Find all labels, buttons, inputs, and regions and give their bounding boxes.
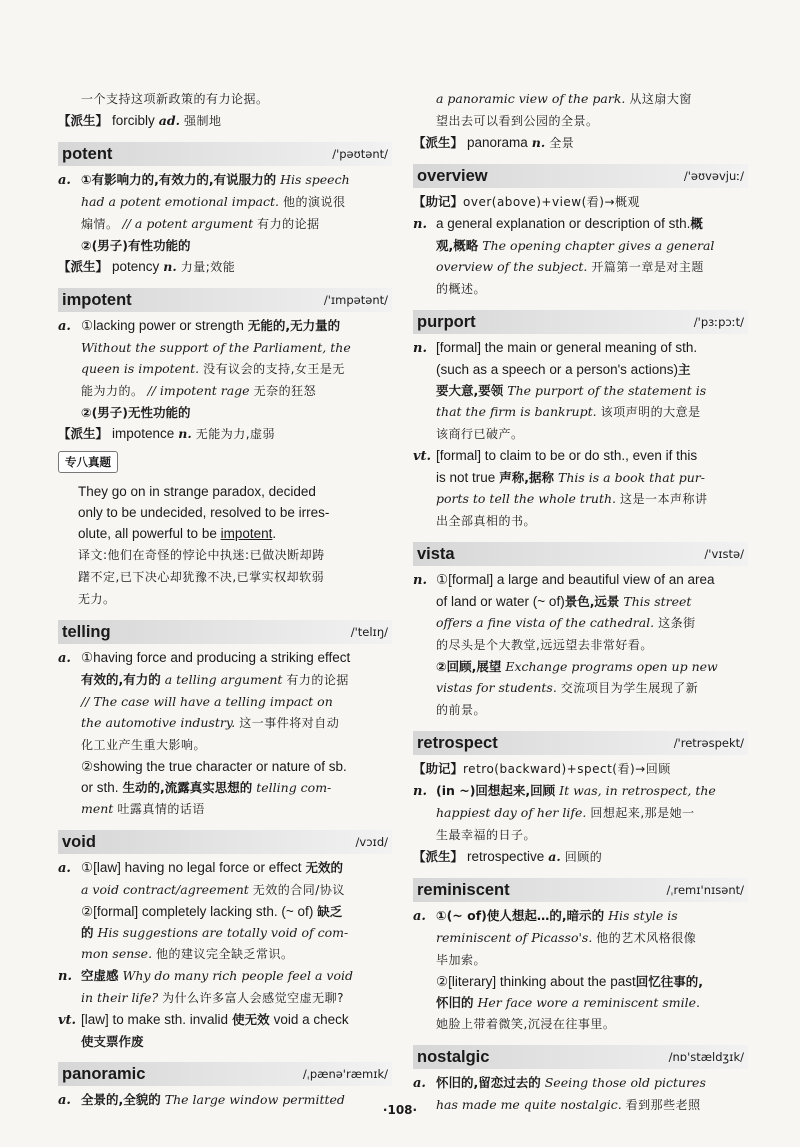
example-line: is not true 声称,据称 This is a book that pur- (436, 470, 705, 485)
phonetic: /nɒ'stældʒɪk/ (668, 1050, 744, 1064)
phonetic: /vɔɪd/ (355, 835, 388, 849)
entry-header-retrospect (413, 731, 748, 755)
phonetic: /'əʊvəvjuː/ (683, 169, 744, 183)
example-line: reminiscent of Picasso's. 他的艺术风格很像 (436, 930, 697, 945)
example-line: 怀旧的 Her face wore a reminiscent smile. (436, 995, 700, 1010)
sense-line: a. ①[law] having no legal force or effect 无效的 (58, 860, 343, 876)
example-line: 能为力的。 // impotent rage 无奈的狂怒 (81, 383, 317, 398)
example-line: 观,概略 The opening chapter gives a general (436, 238, 715, 253)
sense-line: of land or water (~ of)景色,远景 This street (436, 594, 692, 609)
sense-line: or sth. 生动的,流露真实思想的 telling com- (81, 780, 332, 795)
example-line: 的概述。 (436, 282, 487, 296)
phonetic: /'pɜːpɔːt/ (693, 315, 744, 329)
example-line: the automotive industry. 这一事件将对自动 (81, 715, 340, 730)
example-line: offers a fine vista of the cathedral. 这条街 (436, 615, 696, 630)
example-line: in their life? 为什么许多富人会感觉空虚无聊? (81, 990, 345, 1005)
entry-header-void (58, 830, 392, 854)
derivative-line: 【派生】 impotence n. 无能为力,虚弱 (58, 426, 276, 441)
sense-line: vt. [formal] to claim to be or do sth., even if this (413, 448, 698, 464)
sense-line: n. a general explanation or description of sth.概 (413, 216, 703, 232)
headword: vista (417, 544, 455, 563)
sense-line: a. ①有影响力的,有效力的,有说服力的 His speech (58, 172, 350, 188)
continued-line: 一个支持这项新政策的有力论据。 (81, 92, 269, 106)
translation-line: 躇不定,已下决心却犹豫不决,已掌实权却软弱 (78, 570, 325, 584)
example-line: // The case will have a telling impact on (81, 694, 333, 709)
exam-badge: 专八真题 (58, 451, 118, 473)
entry-header-overview (413, 164, 748, 188)
sense-line: n. 空虚感 Why do many rich people feel a void (58, 968, 354, 984)
sense-line: n. ①[formal] a large and beautiful view of an area (413, 572, 715, 588)
entry-header-potent (58, 142, 392, 166)
sense-line: vt. [law] to make sth. invalid 使无效 void a check (58, 1012, 349, 1028)
derivative-line: 【派生】 retrospective a. 回顾的 (413, 849, 603, 864)
example-line: ports to tell the whole truth. 这是一本声称讲 (436, 491, 708, 506)
example-line: had a potent emotional impact. 他的演说很 (81, 194, 346, 209)
mnemonic-line: 【助记】over(above)+view(看)→概观 (413, 194, 641, 209)
phonetic: /'pəʊtənt/ (332, 147, 388, 161)
highlighted-word: impotent (220, 526, 273, 541)
phonetic: /ˌremɪ'nɪsənt/ (666, 883, 744, 897)
entry-header-impotent (58, 288, 392, 312)
headword: reminiscent (417, 880, 510, 899)
example-line: ment 吐露真情的话语 (81, 801, 205, 816)
translation-line: 无力。 (78, 592, 116, 606)
example-line: 的前景。 (436, 703, 487, 717)
example-line: 望出去可以看到公园的全景。 (436, 114, 599, 128)
sense-line: a. ①lacking power or strength 无能的,无力量的 (58, 318, 341, 334)
derivative-line: 【派生】 forcibly ad. 强制地 (58, 113, 222, 128)
phonetic: /'retrəspekt/ (673, 736, 744, 750)
headword: purport (417, 312, 476, 331)
headword: potent (62, 144, 113, 163)
example-line: 要大意,要领 The purport of the statement is (436, 383, 707, 398)
entry-header-panoramic (58, 1062, 392, 1086)
phonetic: /'vɪstə/ (704, 547, 744, 561)
example-line: 化工业产生重大影响。 (81, 738, 207, 752)
phonetic: /ˌpænə'ræmɪk/ (302, 1067, 388, 1081)
example-line: has made me quite nostalgic. 看到那些老照 (436, 1097, 701, 1112)
entry-header-vista (413, 542, 748, 566)
headword: nostalgic (417, 1047, 490, 1066)
translation-line: 译文:他们在奇怪的悖论中执迷:已做决断却踌 (78, 548, 325, 562)
sense-line: ②(男子)有性功能的 (81, 238, 191, 253)
example-line: 的尽头是个大教堂,远远望去非常好看。 (436, 638, 653, 652)
entry-header-reminiscent (413, 878, 748, 902)
example-line: 她脸上带着微笑,沉浸在往事里。 (436, 1017, 616, 1031)
example-line: 煽情。 // a potent argument 有力的论据 (81, 216, 320, 231)
page-number: ·108· (382, 1103, 418, 1117)
sense-line: a. ①having force and producing a striking effect (58, 650, 351, 666)
sense-line: n. [formal] the main or general meaning of sth. (413, 340, 698, 356)
example-line: a void contract/agreement 无效的合同/协议 (81, 882, 345, 897)
example-line: mon sense. 他的建议完全缺乏常识。 (81, 946, 294, 961)
phonetic: /'ɪmpətənt/ (323, 293, 388, 307)
derivative-line: 【派生】 panorama n. 全景 (413, 135, 575, 150)
example-line: a panoramic view of the park. 从这扇大窗 (436, 91, 692, 106)
exam-quote: They go on in strange paradox, decided only to be undecided, resolved to be irres- olute, all powerful to be impotent. 译文:他们在奇怪的悖论中执迷:已做决断却踌 躇不定,已下决心却犹豫不决,已掌实权却软弱 无力。 (58, 481, 392, 610)
entry-header-nostalgic (413, 1045, 748, 1069)
entry-header-purport (413, 310, 748, 334)
entry-header-telling (58, 620, 392, 644)
example-line: queen is impotent. 没有议会的支持,女王是无 (81, 361, 345, 376)
left-column (58, 88, 392, 1111)
example-line: 有效的,有力的 a telling argument 有力的论据 (81, 672, 349, 687)
example-line: 该商行已破产。 (436, 427, 524, 441)
sense-line: ②[literary] thinking about the past回忆往事的, (436, 974, 703, 989)
mnemonic-line: 【助记】retro(backward)+spect(看)→回顾 (413, 761, 671, 776)
headword: retrospect (417, 733, 498, 752)
sense-line: a. 怀旧的,留恋过去的 Seeing those old pictures (413, 1075, 706, 1091)
sense-line: ②回顾,展望 Exchange programs open up new (436, 659, 718, 674)
example-line: vistas for students. 交流项目为学生展现了新 (436, 680, 699, 695)
sense-line: a. 全景的,全貌的 The large window permitted (58, 1092, 345, 1108)
sense-line: 使支票作废 (81, 1034, 144, 1049)
headword: void (62, 832, 96, 851)
sense-line: ②(男子)无性功能的 (81, 405, 191, 420)
example-line: 毕加索。 (436, 953, 487, 967)
example-line: 的 His suggestions are totally void of com- (81, 925, 349, 940)
headword: impotent (62, 290, 132, 309)
sense-line: n. (in ~)回想起来,回顾 It was, in retrospect, the (413, 783, 716, 799)
example-line: overview of the subject. 开篇第一章是对主题 (436, 259, 704, 274)
example-line: that the firm is bankrupt. 该项声明的大意是 (436, 404, 701, 419)
example-line: happiest day of her life. 回想起来,那是她一 (436, 805, 695, 820)
headword: telling (62, 622, 111, 641)
sense-line: ②showing the true character or nature of sb. (81, 759, 347, 774)
derivative-line: 【派生】 potency n. 力量;效能 (58, 259, 236, 274)
sense-line: (such as a speech or a person's actions)主 (436, 362, 691, 377)
sense-line: ②[formal] completely lacking sth. (~ of) 缺乏 (81, 904, 343, 919)
headword: panoramic (62, 1064, 146, 1083)
example-line: 出全部真相的书。 (436, 514, 537, 528)
example-line: Without the support of the Parliament, the (81, 340, 351, 355)
sense-line: a. ①(~ of)使人想起…的,暗示的 His style is (413, 908, 678, 924)
right-column (413, 88, 748, 1116)
phonetic: /'telɪŋ/ (350, 625, 388, 639)
example-line: 生最幸福的日子。 (436, 828, 537, 842)
headword: overview (417, 166, 488, 185)
